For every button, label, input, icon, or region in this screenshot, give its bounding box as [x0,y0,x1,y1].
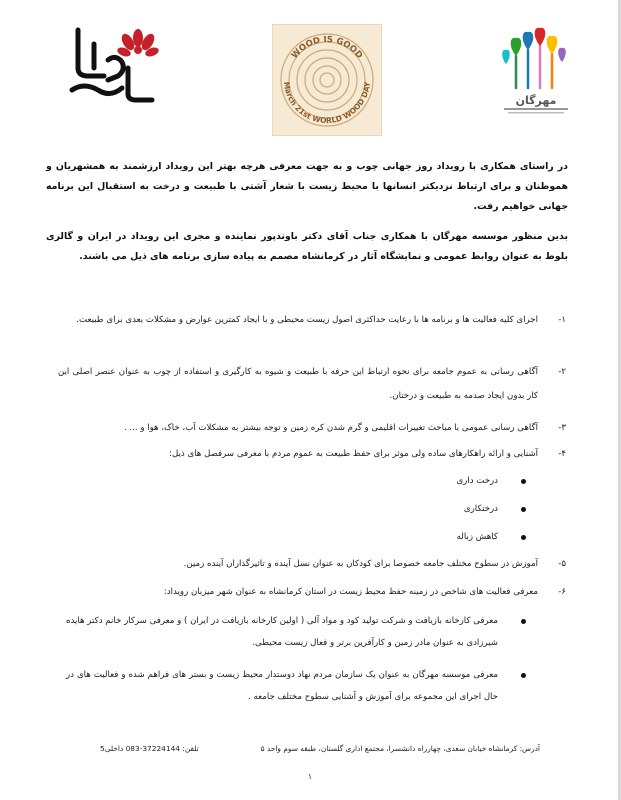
sub-bullet-text: معرفی کارخانه بازیافت و شرکت تولید کود و مواد آلی ( اولین کارخانه بازیافت در ایران ) و معرفی سرکار خانم دکتر هایده شیرزادی به عنوان مادر زمین و کارآفرین برتر و فعال زیست محیطی. [66,616,498,648]
sub-bullet [66,470,566,492]
logo-ring-top: WOOD IS GOOD [289,34,365,61]
item-number: ۲- [558,367,566,377]
page-number: ۱ [307,772,313,781]
list-item [58,416,566,440]
sub-bullet-text: معرفی موسسه مهرگان به عنوان یک سازمان مردم نهاد دوستدار محیط زیست و بستر های فراهم شده و فعالیت های در حال اجرای این مجموعه برای آموزش و آشنایی سطوح مختلف جامعه . [66,670,498,702]
gallery-logo [64,24,160,106]
sub-bullet [66,610,566,654]
sub-bullet [66,526,566,548]
logo-ring-bottom: March 21st WORLD WOOD DAY [281,81,373,126]
item-number: ۴- [558,449,566,459]
bullet-dot [521,673,526,678]
intro-paragraph-2: بدین منظور موسسه مهرگان با همکاری جناب آقای دکتر باوندپور نماینده و مجری این رویداد در ایران و گالری بلوط به عنوان روابط عمومی و نمایشگاه آثار در کرمانشاه مصمم به پیاده سازی برنامه های ذیل می باشند. [46,231,568,263]
item-text: آموزش در سطوح مختلف جامعه خصوصا برای کودکان به عنوان نسل آینده و تاثیرگذاران آینده زمین. [183,559,538,569]
item-text: آگاهی رسانی عمومی با مباحث تغییرات اقلیمی و گرم شدن کره زمین و توجه بیشتر به مشکلات آب، خاک، هوا و ... . [123,423,538,433]
bullet-dot [521,535,526,540]
item-text: معرفی فعالیت های شاخص در زمینه حفظ محیط زیست در استان کرمانشاه به عنوان شهر میزبان رویداد: [163,587,538,597]
sub-bullet [66,664,566,708]
item-text: آشنایی و ارائه راهکارهای ساده ولی موثر برای حفظ طبیعت به عموم مردم با معرفی سرفصل های ذیل: [169,449,538,459]
mehregan-logo [492,24,578,116]
item-number: ۶- [558,587,566,597]
item-text: آگاهی رسانی به عموم جامعه برای نحوه ارتباط این حرفه با طبیعت و شیوه به کارگیری و استفاده از چوب به عنوان عنصر اصلی این کار بدون ایجاد صدمه به طبیعت و درختان. [58,367,538,401]
list-item [58,360,566,408]
item-text: اجرای کلیه فعالیت ها و برنامه ها با رعایت حداکثری اصول زیست محیطی و با ایجاد کمترین عوارض و مشکلات بعدی برای طبیعت. [76,315,538,325]
logo-wordmark: مهرگان [515,94,557,107]
sub-bullet-text: کاهش زباله [456,532,498,542]
item-number: ۳- [558,423,566,433]
sub-bullet-text: درختکاری [463,504,498,514]
sub-bullet-text: درخت داری [456,476,498,486]
list-item [58,552,566,576]
footer-phone: تلفن: 37224144-083 داخلی5 [100,744,199,753]
bullet-dot [521,507,526,512]
bullet-dot [521,479,526,484]
intro-paragraph-1: در راستای همکاری با رویداد روز جهانی چوب و به جهت معرفی هرچه بهتر این رویداد ارزشمند به همشهریان و هموطنان و برای ارتباط نزدیکتر انسانها با محیط زیست با شعار آشتی با طبیعت و درخت به استقبال این برنامه جهانی خواهیم رفت. [46,161,568,213]
list-item [58,308,566,332]
bullet-dot [521,619,526,624]
footer-address: آدرس: کرمانشاه خیابان سعدی، چهارراه دانشسرا، مجتمع اداری گلستان، طبقه سوم واحد ۵ [260,744,540,753]
sub-bullet [66,498,566,520]
list-item [58,442,566,466]
list-item [58,580,566,604]
world-wood-day-logo [272,24,382,136]
item-number: ۱- [558,315,566,325]
item-number: ۵- [558,559,566,569]
